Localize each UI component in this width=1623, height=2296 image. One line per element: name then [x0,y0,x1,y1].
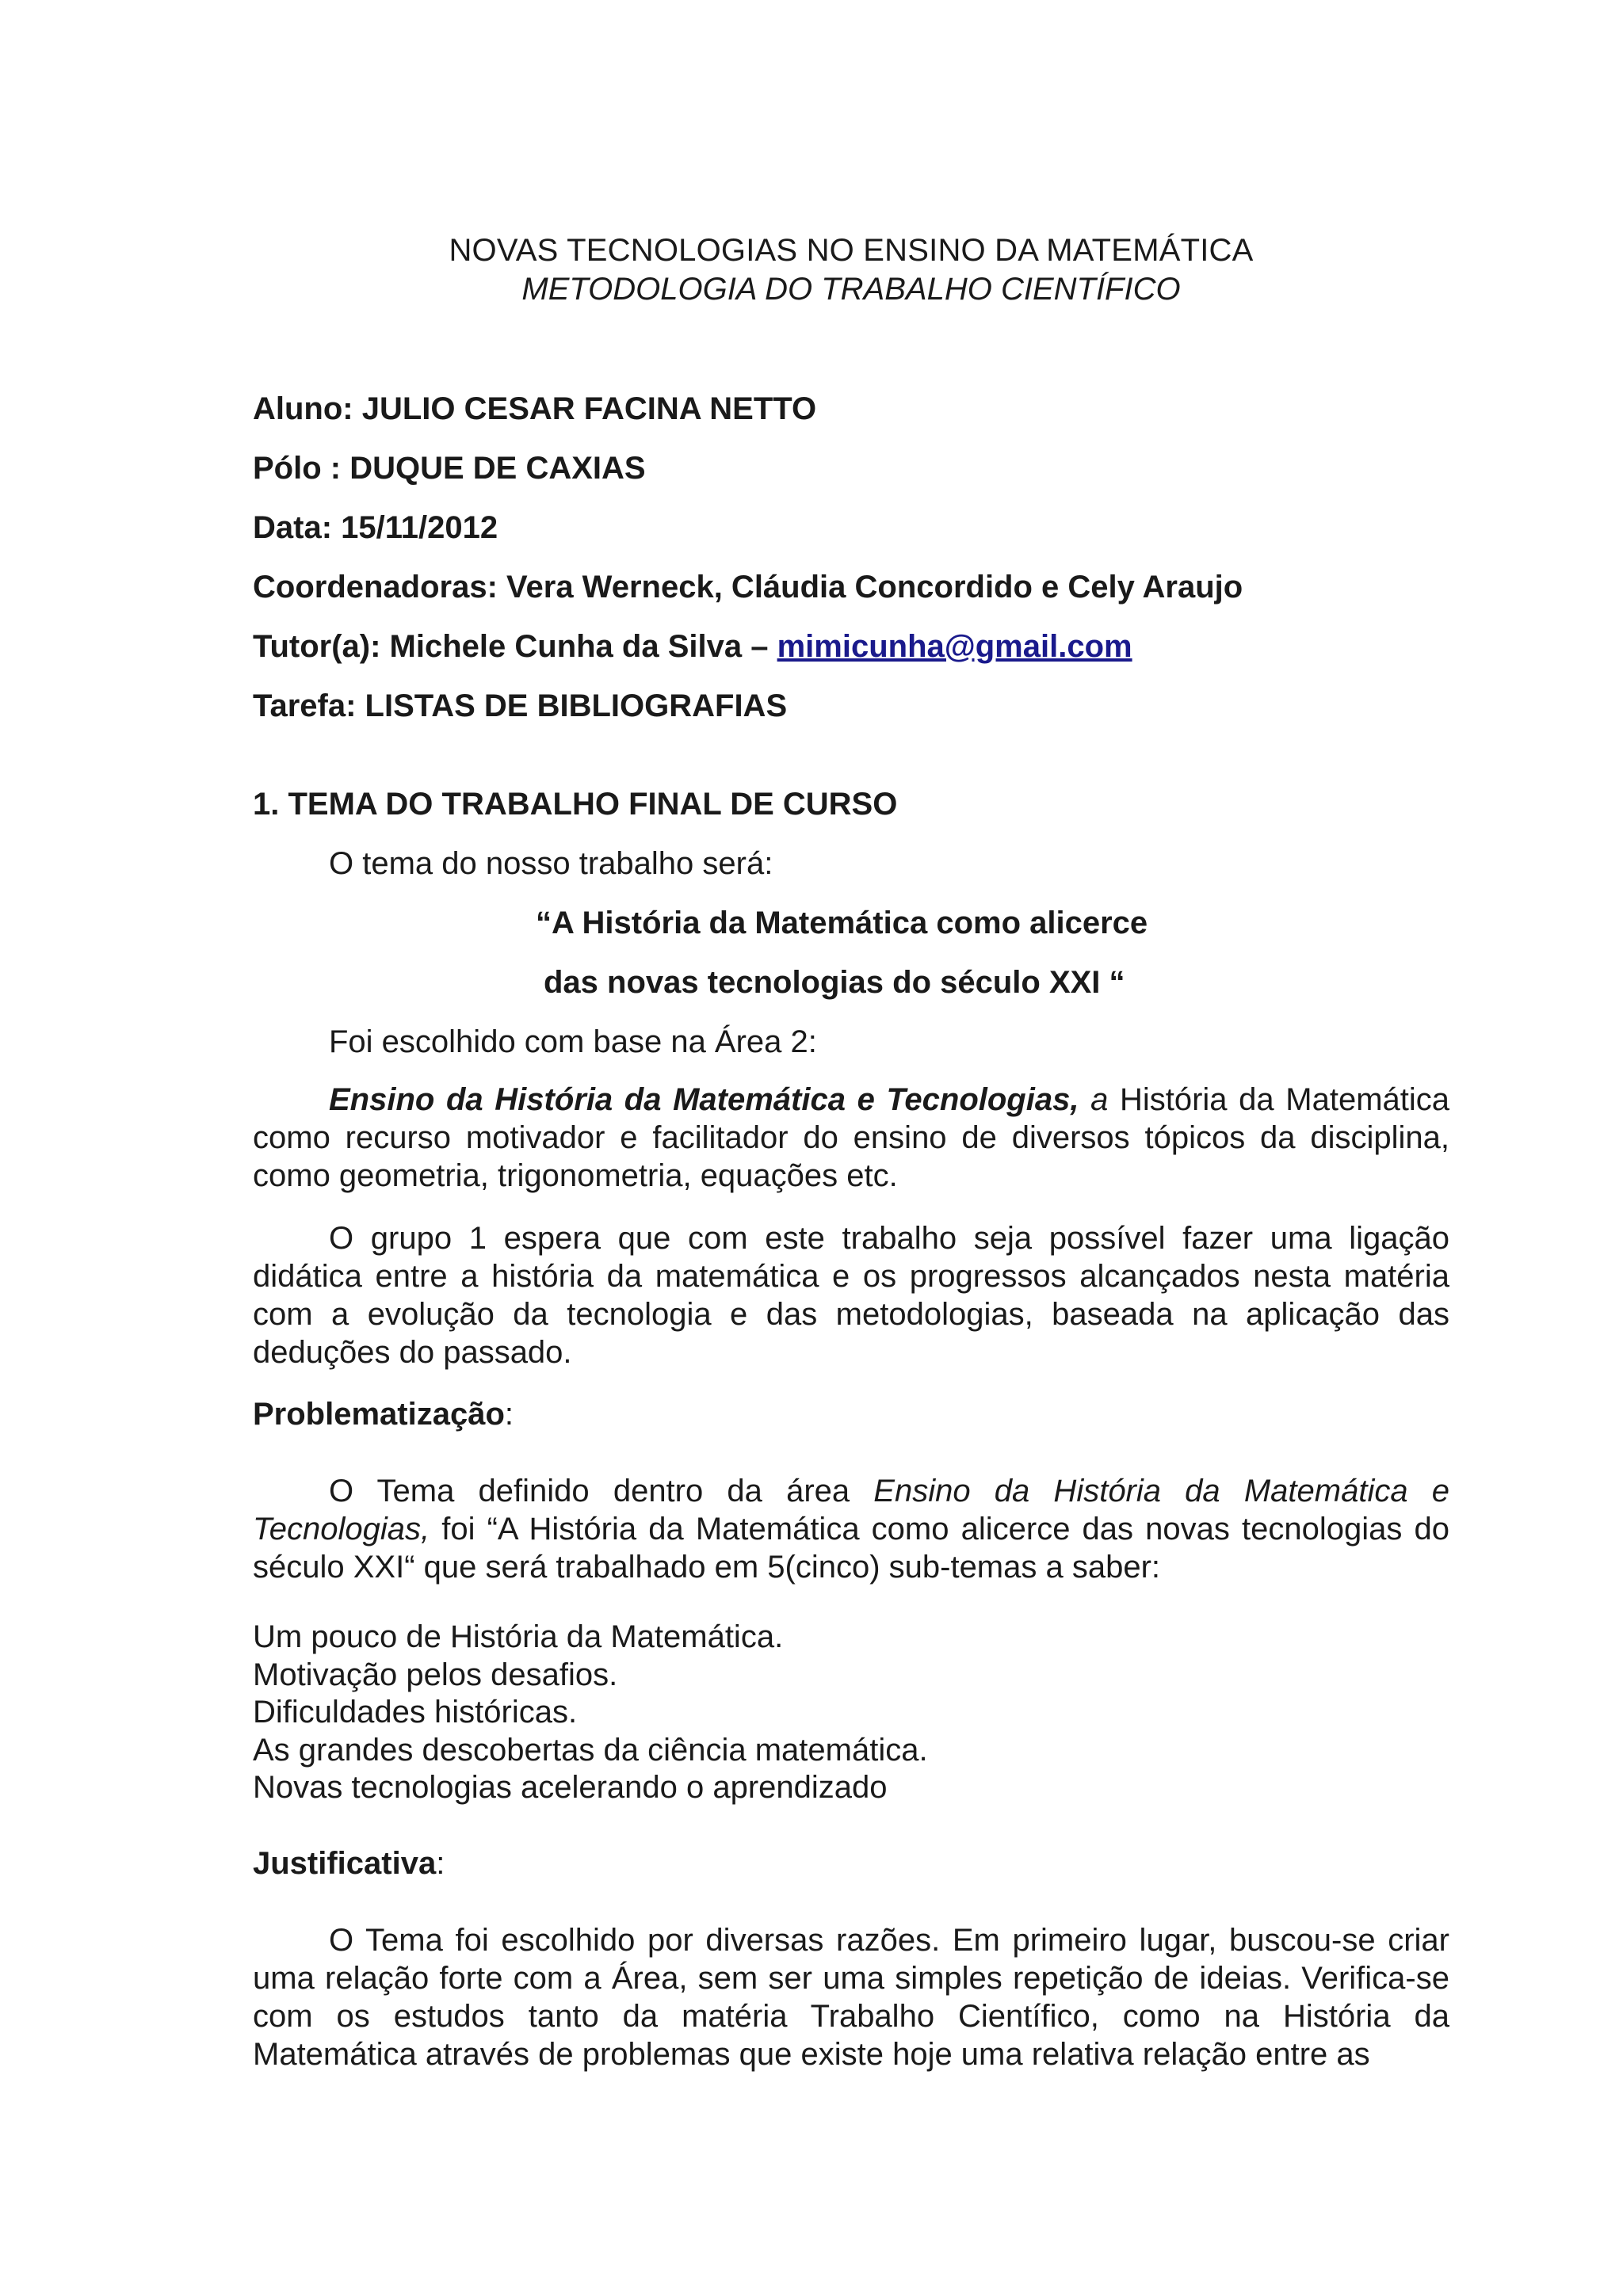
data-line: Data: 15/11/2012 [253,510,498,545]
area-paragraph [253,1081,1449,1195]
aluno-line: Aluno: JULIO CESAR FACINA NETTO [253,391,817,426]
list-item: Dificuldades históricas. [253,1695,578,1730]
tarefa-line: Tarefa: LISTAS DE BIBLIOGRAFIAS [253,688,788,723]
section1-intro: O tema do nosso trabalho será: [329,846,773,881]
problematizacao-text-end: foi “A História da Matemática como alicerce das novas tecnologias do século XXI“ que será trabalhado em 5(cinco) sub-temas a saber: [253,1512,1449,1585]
document-title: NOVAS TECNOLOGIAS NO ENSINO DA MATEMÁTICA [449,233,1254,268]
subtopics-list [253,1619,928,1807]
list-item: As grandes descobertas da ciência matemática. [253,1732,928,1768]
area-description: História da Matemática como recurso motivador e facilitador do ensino de diversos tópicos da disciplina, como geometria, trigonometria, equações etc. [253,1082,1450,1193]
theme-quote-line1: “A História da Matemática como alicerce [536,906,1148,940]
problematizacao-area: Ensino da História da Matemática e Tecnologias, [253,1474,1449,1547]
problematizacao-title: Problematização [253,1397,505,1432]
polo-line: Pólo : DUQUE DE CAXIAS [253,451,646,486]
section1-heading: 1. TEMA DO TRABALHO FINAL DE CURSO [253,787,898,822]
problematizacao-text-start: O Tema definido dentro da área [329,1474,874,1508]
justificativa-paragraph: O Tema foi escolhido por diversas razões. Em primeiro lugar, buscou-se criar uma relação forte com a Área, sem ser uma simples repetição de ideias. Verifica-se com os estudos tanto da matéria Trabalho Científico, como na História da Matemática através de problemas que existe hoje uma relativa relação entre as [253,1923,1449,2072]
problematizacao-paragraph [253,1472,1449,1586]
list-item: Um pouco de História da Matemática. [253,1619,784,1654]
tutor-line [253,629,1132,665]
list-item: Novas tecnologias acelerando o aprendizado [253,1770,888,1805]
list-item: Motivação pelos desafios. [253,1657,618,1692]
justificativa-heading [253,1846,445,1882]
problematizacao-colon: : [504,1397,514,1432]
tutor-email-link[interactable]: mimicunha@gmail.com [777,629,1132,664]
tutor-label: Tutor(a): Michele Cunha da Silva – [253,629,777,664]
justificativa-title: Justificativa [253,1846,437,1881]
justificativa-colon: : [436,1846,445,1881]
area-connector: a [1079,1082,1109,1117]
section1-chosen: Foi escolhido com base na Área 2: [329,1024,817,1059]
theme-quote-line2: das novas tecnologias do século XXI “ [544,965,1125,1000]
problematizacao-heading [253,1397,514,1432]
group-paragraph: O grupo 1 espera que com este trabalho seja possível fazer uma ligação didática entre a história da matemática e os progressos alcançados nesta matéria com a evolução da tecnologia e das metodologias, baseada na aplicação das deduções do passado. [253,1221,1449,1370]
area-name: Ensino da História da Matemática e Tecnologias, [329,1082,1079,1117]
coordenadoras-line: Coordenadoras: Vera Werneck, Cláudia Concordido e Cely Araujo [253,570,1243,605]
document-subtitle: METODOLOGIA DO TRABALHO CIENTÍFICO [521,272,1181,307]
